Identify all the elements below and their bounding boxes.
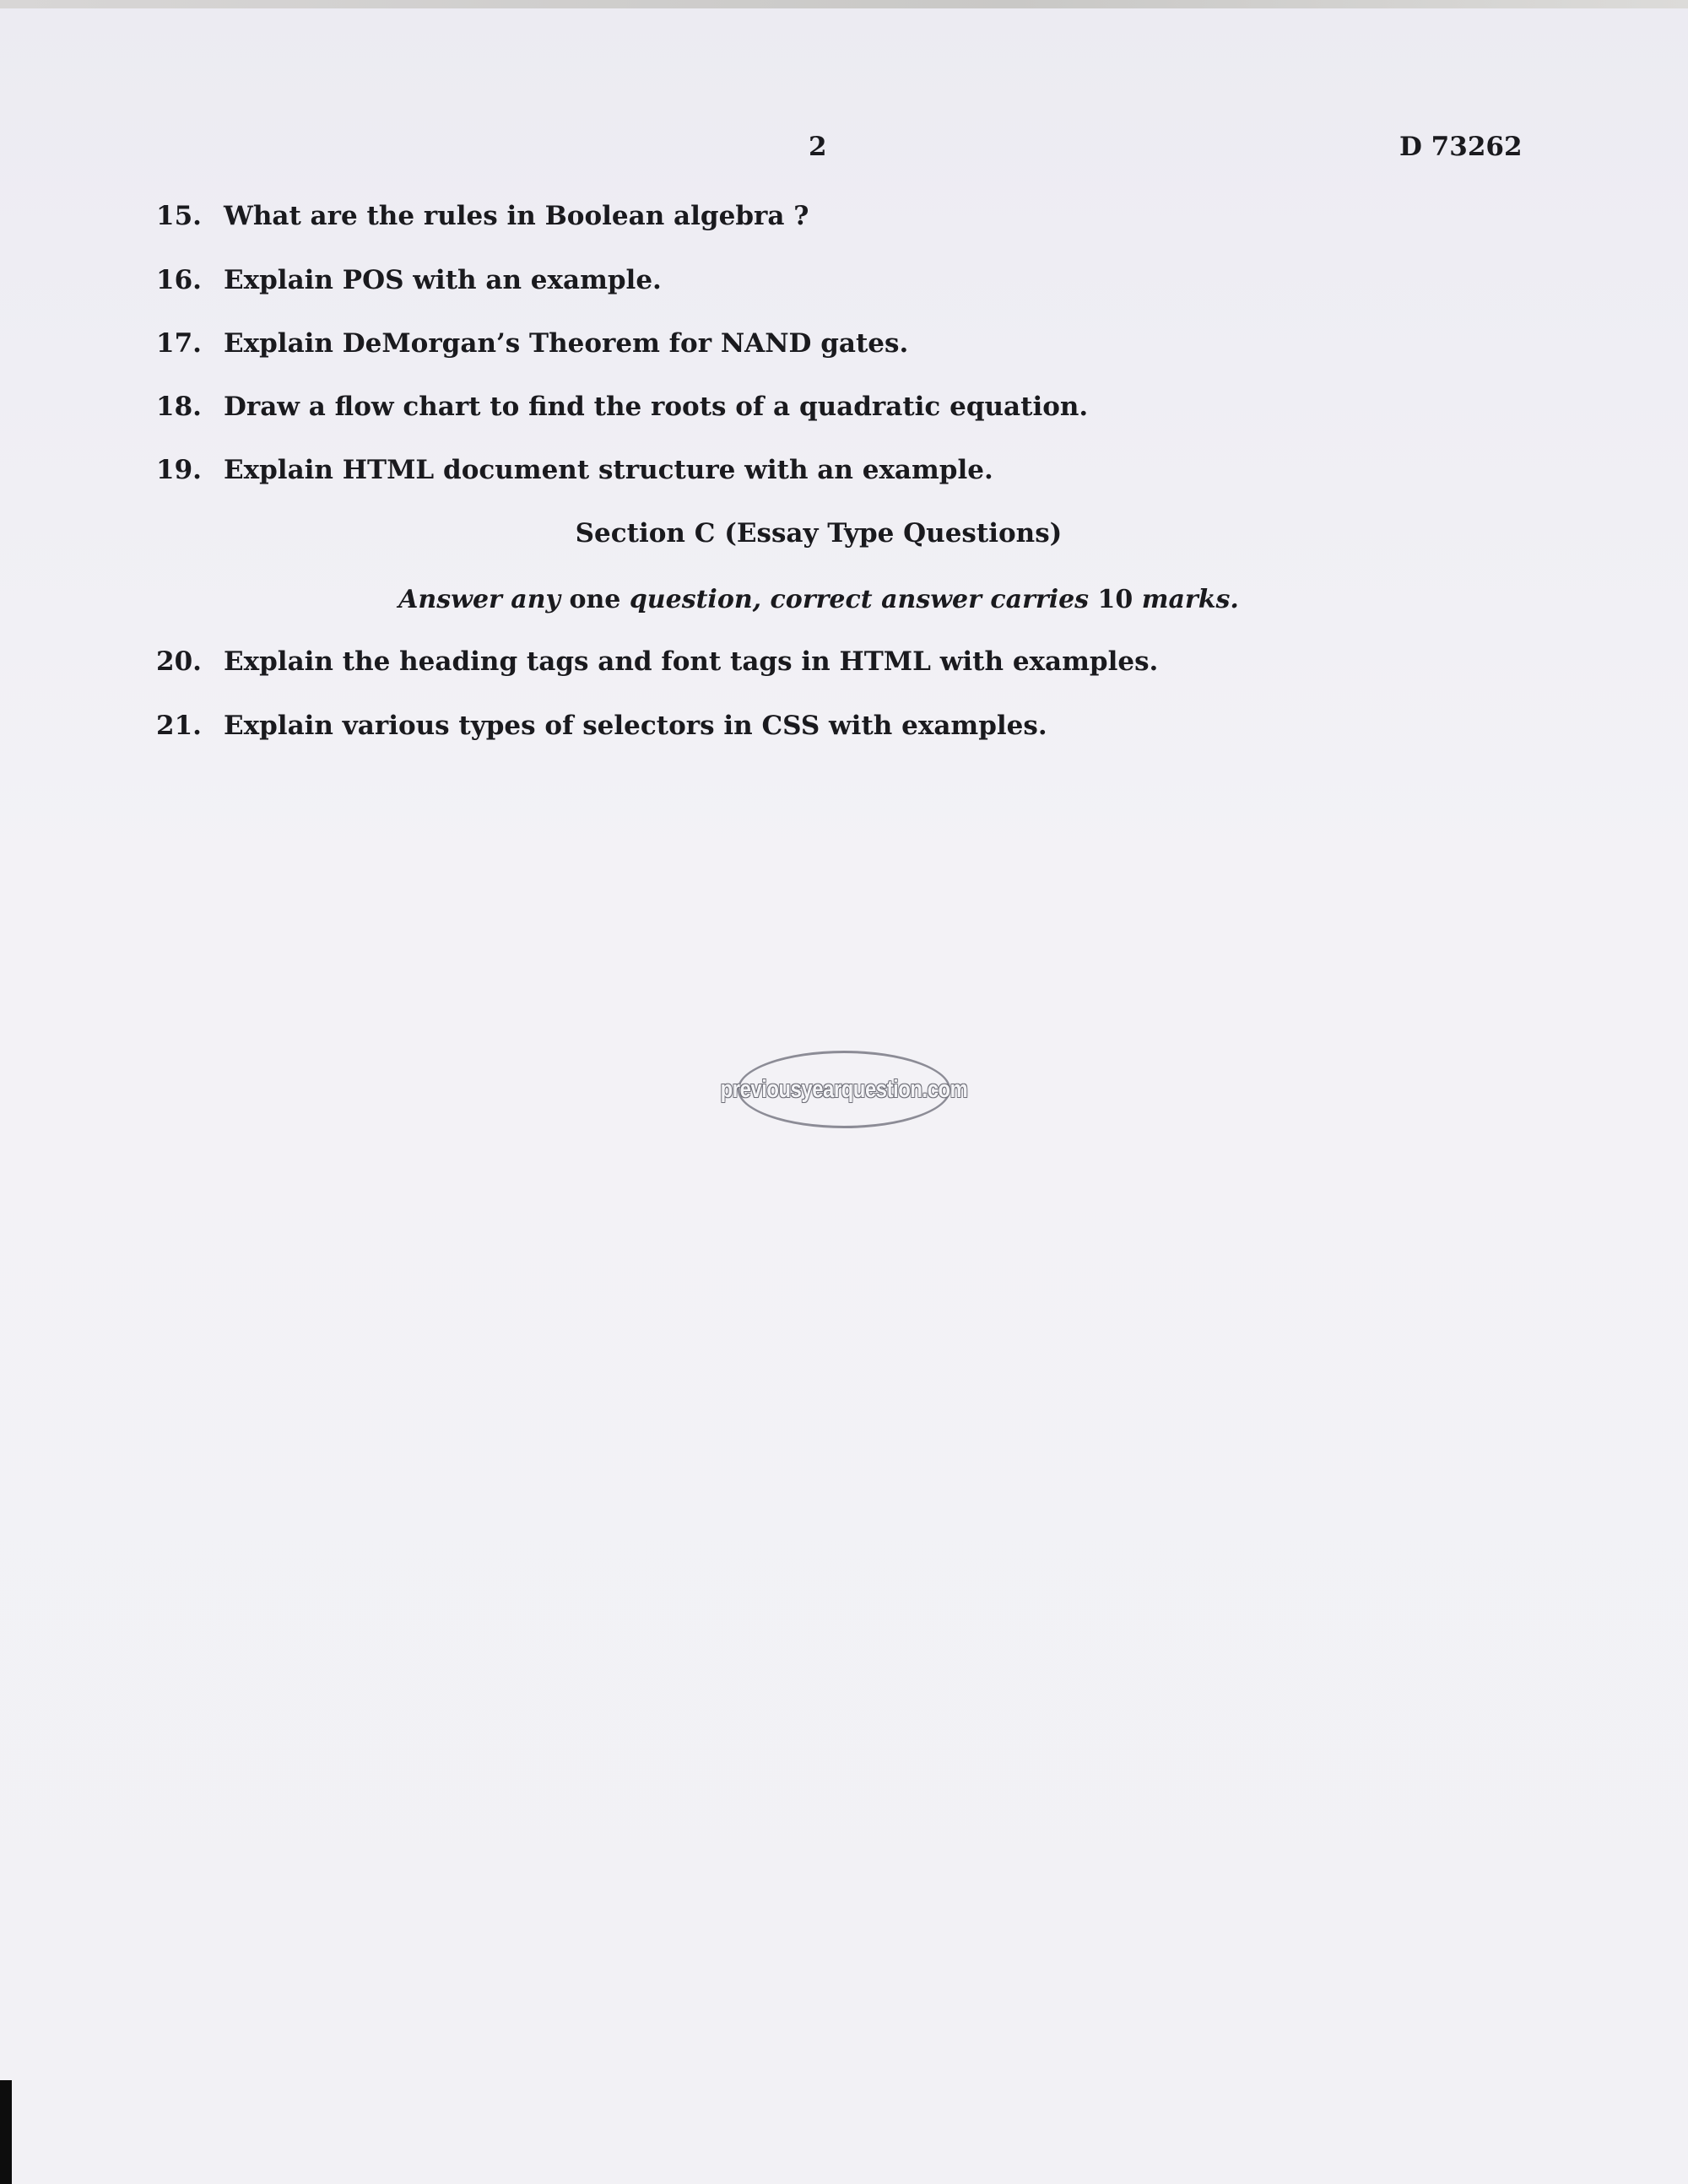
- question-text: Explain POS with an example.: [224, 265, 662, 295]
- question-18: [156, 392, 1088, 422]
- question-number: 19.: [156, 455, 202, 485]
- document-code: D 73262: [1399, 132, 1523, 162]
- instruction-emphasis: one: [569, 585, 621, 614]
- watermark-text: previousyearquestion.com: [720, 1075, 968, 1103]
- instruction-part: marks.: [1141, 585, 1239, 614]
- question-17: [156, 328, 908, 359]
- page-number: 2: [809, 132, 827, 162]
- question-15: [156, 201, 809, 231]
- question-number: 18.: [156, 392, 202, 422]
- question-19: [156, 455, 993, 485]
- question-text: Draw a flow chart to find the roots of a quadratic equation.: [224, 392, 1089, 422]
- question-number: 20.: [156, 646, 202, 677]
- instruction-marks-value: 10: [1097, 585, 1133, 614]
- question-20: [156, 646, 1158, 677]
- question-number: 17.: [156, 328, 202, 359]
- scan-top-edge: [0, 0, 1688, 8]
- watermark-logo: [720, 1051, 968, 1128]
- question-number: 16.: [156, 265, 202, 295]
- section-c-heading: Section C (Essay Type Questions): [575, 518, 1063, 549]
- instruction-part: question, correct answer carries: [629, 585, 1090, 614]
- instruction-part: Answer any: [398, 585, 560, 614]
- question-number: 21.: [156, 711, 202, 741]
- question-text: Explain the heading tags and font tags in HTML with examples.: [224, 646, 1159, 677]
- section-c-instruction: [0, 585, 1637, 614]
- question-text: Explain HTML document structure with an example.: [224, 455, 993, 485]
- question-16: [156, 265, 662, 295]
- question-number: 15.: [156, 201, 202, 231]
- scan-edge-bar: [0, 2080, 12, 2184]
- question-21: [156, 711, 1047, 741]
- question-text: Explain various types of selectors in CSS with examples.: [224, 711, 1047, 741]
- question-text: Explain DeMorgan’s Theorem for NAND gates.: [224, 328, 909, 359]
- question-text: What are the rules in Boolean algebra ?: [224, 201, 809, 231]
